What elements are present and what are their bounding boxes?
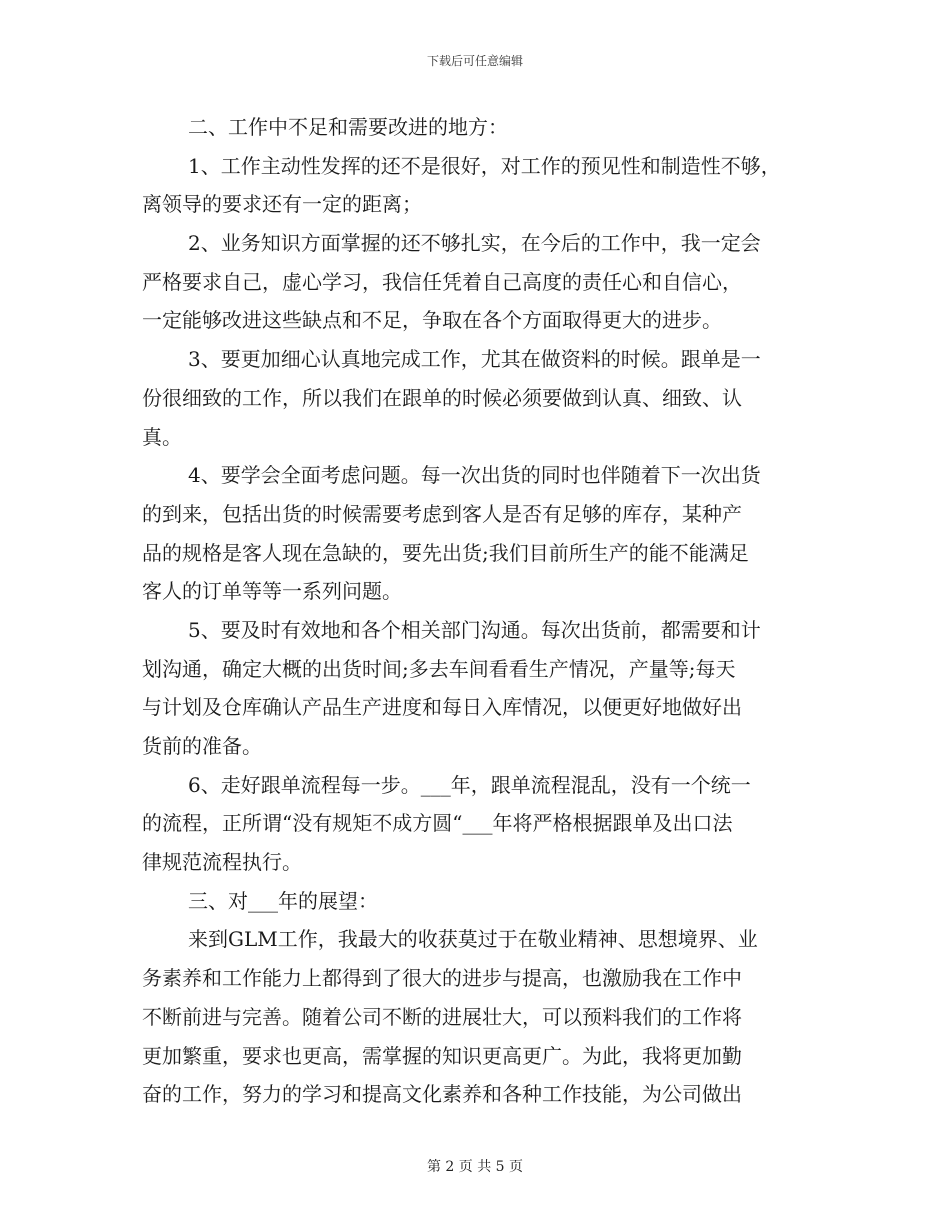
paragraph-first-line: 6、走好跟单流程每一步。___年，跟单流程混乱，没有一个统一 — [188, 772, 751, 797]
paragraph-first-line: 来到GLM工作，我最大的收获莫过于在敬业精神、思想境界、业 — [188, 927, 758, 952]
paragraph-first-line: 4、要学会全面考虑问题。每一次出货的同时也伴随着下一次出货 — [188, 463, 761, 488]
paragraph-line: 一定能够改进这些缺点和不足，争取在各个方面取得更大的进步。 — [142, 308, 722, 333]
paragraph-first-line: 3、要更加细心认真地完成工作，尤其在做资料的时候。跟单是一 — [188, 347, 761, 372]
document-body — [142, 108, 814, 1114]
paragraph-first-line: 5、要及时有效地和各个相关部门沟通。每次出货前，都需要和计 — [188, 617, 761, 642]
paragraph-line: 客人的订单等等一系列问题。 — [142, 579, 402, 604]
page-header: 下载后可任意编辑 — [426, 54, 523, 68]
paragraph-line: 奋的工作，努力的学习和提高文化素养和各种工作技能，为公司做出 — [142, 1082, 742, 1107]
paragraph-first-line: 三、对___年的展望： — [188, 888, 378, 913]
paragraph-line: 的到来，包括出货的时候需要考虑到客人是否有足够的库存，某种产 — [142, 501, 742, 526]
paragraph-line: 真。 — [142, 424, 182, 449]
paragraph-line: 律规范流程执行。 — [142, 850, 302, 875]
paragraph-first-line: 1、工作主动性发挥的还不是很好，对工作的预见性和制造性不够， — [188, 153, 781, 178]
paragraph-line: 品的规格是客人现在急缺的，要先出货;我们目前所生产的能不能满足 — [142, 540, 749, 565]
paragraph-line: 更加繁重，要求也更高，需掌握的知识更高更广。为此，我将更加勤 — [142, 1043, 742, 1068]
paragraph-line: 划沟通，确定大概的出货时间;多去车间看看生产情况，产量等;每天 — [142, 656, 736, 681]
paragraph-first-line: 2、业务知识方面掌握的还不够扎实，在今后的工作中，我一定会 — [188, 231, 761, 256]
paragraph-line: 份很细致的工作，所以我们在跟单的时候必须要做到认真、细致、认 — [142, 385, 742, 410]
page-footer: 第 2 页 共 5 页 — [426, 1159, 524, 1175]
paragraph-line: 务素养和工作能力上都得到了很大的进步与提高，也激励我在工作中 — [142, 966, 742, 991]
paragraph-line: 离领导的要求还有一定的距离； — [142, 192, 422, 217]
paragraph-line: 的流程，正所谓“没有规矩不成方圆“___年将严格根据跟单及出口法 — [142, 811, 733, 836]
paragraph-first-line: 二、工作中不足和需要改进的地方： — [188, 115, 508, 139]
paragraph-line: 不断前进与完善。随着公司不断的进展壮大，可以预料我们的工作将 — [142, 1004, 742, 1029]
paragraph-line: 货前的准备。 — [142, 734, 262, 758]
paragraph-line: 与计划及仓库确认产品生产进度和每日入库情况，以便更好地做好出 — [142, 695, 742, 720]
paragraph-line: 严格要求自己，虚心学习，我信任凭着自己高度的责任心和自信心， — [142, 269, 742, 294]
